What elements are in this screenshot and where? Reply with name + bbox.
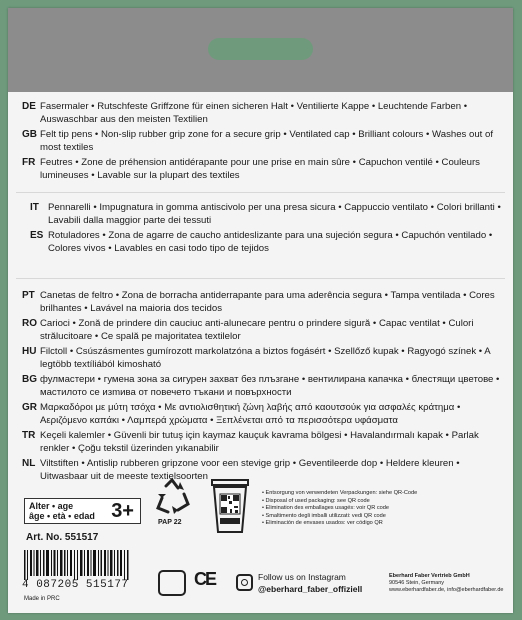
lang-code: GB xyxy=(22,129,37,140)
lang-code: PT xyxy=(22,290,35,301)
made-in-label: Made in PRC xyxy=(24,596,60,602)
lang-text: Fasermaler • Rutschfeste Griffzone für einen sicheren Halt • Ventilierte Kappe • Leuchtende Farben • Auswaschbar aus den meisten Textilien xyxy=(40,101,468,125)
barcode-number: 4 087205 515177 xyxy=(22,579,129,591)
language-block-top xyxy=(22,101,505,185)
lang-row xyxy=(22,129,505,154)
lang-text: Pennarelli • Impugnatura in gomma antiscivolo per una presa sicura • Cappuccio ventilato • Colori brillanti • Lavabili dalla maggior parte dei tessuti xyxy=(48,202,501,226)
lang-text: Keçeli kalemler • Güvenli bir tutuş için kaymaz kauçuk kavrama bölgesi • Havalandırmalı kapak • Parlak renkler • Çoğu tekstil üzerinden yıkanabilir xyxy=(40,430,479,454)
pap-code: PAP 22 xyxy=(158,519,182,526)
follow-text: Follow us on Instagram xyxy=(258,572,346,582)
lang-row xyxy=(22,346,505,371)
instagram-icon xyxy=(236,574,253,591)
disposal-note: • Entsorgung von verwendeten Verpackungen: siehe QR-Code xyxy=(262,490,418,496)
lang-code: NL xyxy=(22,458,36,469)
lang-text: Rotuladores • Zona de agarre de caucho antideslizante para una sujeción segura • Capuchón ventilado • Colores vivos • Lavables en casi todo tipo de tejidos xyxy=(48,230,493,254)
divider xyxy=(16,192,505,193)
ukca-mark-icon xyxy=(158,570,186,596)
lang-code: GR xyxy=(22,402,37,413)
lang-text: Μαρκαδόροι με μύτη τσόχα • Με αντιολισθητική ζώνη λαβής από καουτσούκ για ασφαλές κράτημα • Αεριζόμενο καπάκι • Λαμπερά χρώματα • Ξεπλένεται από τα περισσότερα υφάσματα xyxy=(40,402,461,426)
barcode-icon xyxy=(22,550,134,580)
divider xyxy=(16,278,505,279)
lang-row xyxy=(22,458,505,483)
lang-code: IT xyxy=(30,202,39,213)
language-block-bottom xyxy=(22,290,505,486)
hang-hole xyxy=(208,38,313,60)
lang-text: Viltstiften • Antislip rubberen gripzone voor een stevige grip • Geventileerde dop • Heldere kleuren • Uitwasbaar uit de meeste textielsoorten xyxy=(40,458,460,482)
age-value: 3+ xyxy=(111,500,134,522)
lang-row xyxy=(30,202,505,227)
lang-code: FR xyxy=(22,157,36,168)
company-info xyxy=(389,573,503,594)
lang-row xyxy=(30,230,505,255)
lang-row xyxy=(22,101,505,126)
lang-code: DE xyxy=(22,101,36,112)
package-back xyxy=(8,8,513,613)
lang-code: TR xyxy=(22,430,36,441)
age-label-line2: âge • età • edad xyxy=(29,511,95,521)
lang-row xyxy=(22,318,505,343)
lang-code: BG xyxy=(22,374,37,385)
lang-row xyxy=(22,290,505,315)
recycle-icon xyxy=(154,478,192,518)
lang-code: ES xyxy=(30,230,44,241)
company-web[interactable]: www.eberhardfaber.de, info@eberhardfaber.de xyxy=(389,587,504,593)
disposal-note: • Elimination des emballages usagés: voir QR code xyxy=(262,505,389,512)
lang-text: Felt tip pens • Non-slip rubber grip zone for a secure grip • Ventilated cap • Brilliant colours • Washes out of most textiles xyxy=(40,129,494,153)
instagram-handle[interactable]: @eberhard_faber_offiziell xyxy=(258,584,363,594)
lang-row xyxy=(22,374,505,399)
disposal-note: • Disposal of used packaging: see QR code xyxy=(262,497,370,504)
language-block-mid xyxy=(30,202,505,258)
company-name: Eberhard Faber Vertrieb GmbH xyxy=(389,573,470,579)
age-rating-box xyxy=(24,498,141,524)
disposal-note: • Eliminación de envases usados: ver código QR xyxy=(262,520,383,527)
company-address: 90546 Stein, Germany xyxy=(389,580,445,586)
age-label xyxy=(29,501,95,521)
lang-text: Filctoll • Csúszásmentes gumírozott markolatzóna a biztos fogásért • Szellőző kupak • Ragyogó színek • A legtöbb textíliából kimosható xyxy=(40,346,491,370)
lang-text: Feutres • Zone de préhension antidérapante pour une prise en main sûre • Capuchon ventilé • Couleurs lumineuses • Lavable sur la plupart des textiles xyxy=(40,157,480,181)
lang-code: RO xyxy=(22,318,37,329)
article-number: Art. No. 551517 xyxy=(26,532,99,543)
lang-text: Canetas de feltro • Zona de borracha antiderrapante para uma aderência segura • Tampa ventilada • Cores brilhantes • Lavável na maioria dos tecidos xyxy=(40,290,495,314)
lang-row xyxy=(22,157,505,182)
instagram-follow xyxy=(258,571,362,595)
lang-code: HU xyxy=(22,346,37,357)
package-header xyxy=(8,8,513,92)
ce-mark: CE xyxy=(194,569,216,589)
lang-row xyxy=(22,430,505,455)
disposal-notes xyxy=(262,490,417,528)
lang-row xyxy=(22,402,505,427)
recycling-bin-icon xyxy=(206,478,254,536)
lang-text: фулмастери • гумена зона за сигурен захват без плъзгане • вентилирана капачка • блестящи цветове • мастилото се изmива от повечето тъкани и повърхности xyxy=(40,374,500,398)
disposal-note: • Smaltimento degli imballi utilizzati: vedi QR code xyxy=(262,512,386,519)
age-label-line1: Alter • age xyxy=(29,501,74,511)
lang-text: Carioci • Zonă de prindere din cauciuc anti-alunecare pentru o prindere sigură • Capac ventilat • Culori strălucitoare • Ce spală pe majoritatea textilelor xyxy=(40,318,474,342)
